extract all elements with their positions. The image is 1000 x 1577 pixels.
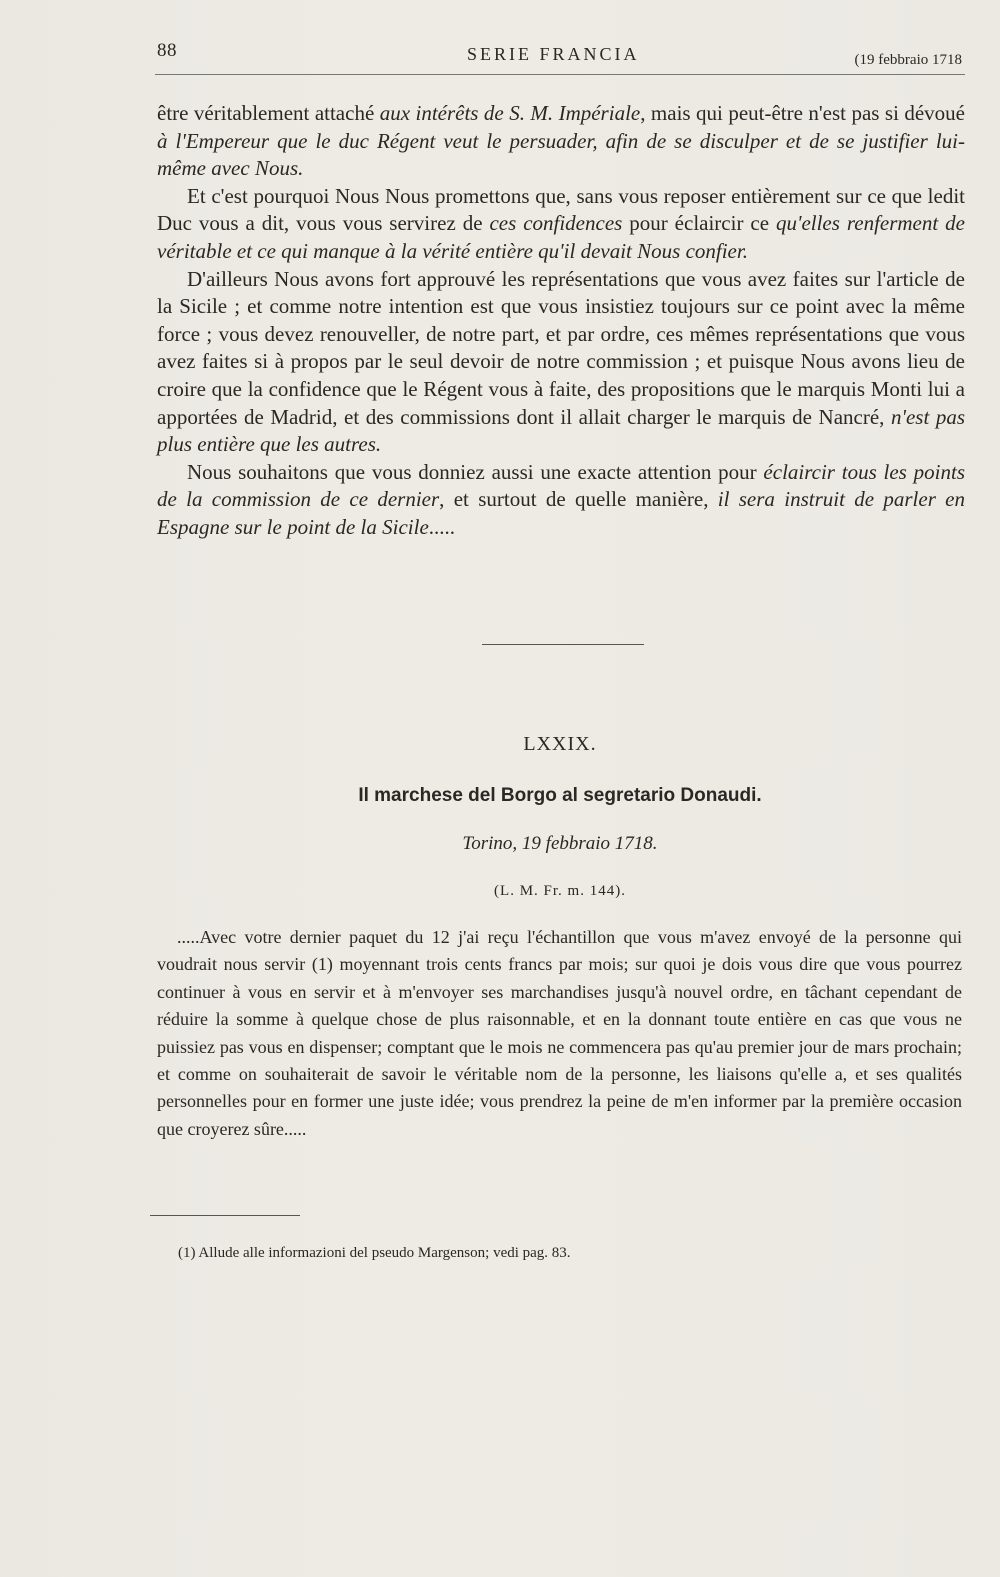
text-run: , et surtout de quelle manière, [439,487,718,512]
document-source: (L. M. Fr. m. 144). [494,883,626,899]
paragraph [157,183,965,266]
document-number: LXXIX. [523,733,597,755]
letter-paragraph: .....Avec votre dernier paquet du 12 j'ai reçu l'échantillon que vous m'avez envoyé de la personne qui voudrait nous servir (1) moyennant trois cents francs par mois; sur quoi je dois vous dire que vous pourrez continuer à vous en servir et à m'envoyer ses marchandises jusqu'à nouvel ordre, en tâchant cependant de réduire la somme à quelque chose de plus raisonnable, et en la donnant toute entière en cas que vous ne puissiez pas vous en dispenser; comptant que le mois ne commencera pas qu'au premier jour de mars prochain; et comme on souhaiterait de savoir le véritable nom de la personne, les liaisons qu'elle a, et ses qualités personnelles pour en former une juste idée; vous prendrez la peine de m'en informer par la première occasion que croyerez sûre..... [157,927,962,1139]
paragraph [157,266,965,459]
document-heading: Il marchese del Borgo al segretario Donaudi. [358,785,762,806]
header-date: (19 febbraio 1718 [854,52,962,68]
text-run: pour éclaircir ce [622,211,776,236]
italic-run: ces confidences [489,211,623,236]
text-run: Nous souhaitons que vous donniez aussi une exacte attention pour [187,459,764,484]
footnote-rule [150,1215,300,1216]
text-run: , mais qui peut-être n'est pas si dévoué [640,101,965,125]
section-divider [482,644,644,645]
running-title: SERIE FRANCIA [467,44,640,64]
italic-run: aux intérêts de S. M. Impériale [379,101,641,125]
text-run: D'ailleurs Nous avons fort approuvé les représentations que vous avez faites sur l'article de la Sicile ; et comme notre intention est que vous insistiez toujours sur ce point avec la même force ; vous devez renouveller, de notre part, et par ordre, ces mêmes représentations que vous avez faites si à propos par le seul devoir de notre commission ; et puisque Nous avons lieu de croire que la confidence que le Régent vous à faite, des propositions que le marquis Monti lui a apportées de Madrid, et des commissions dont il allait charger le marquis de Nancré, [157,266,965,429]
footnote: (1) Allude alle informazioni del pseudo Margenson; vedi pag. 83. [178,1245,571,1261]
paragraph [157,459,965,542]
text-run: être véritablement attaché [157,101,380,125]
italic-run: à l'Empereur que le duc Régent veut le persuader, afin de se disculper et de se justifier lui-même avec Nous. [157,128,965,181]
document-place-date: Torino, 19 febbraio 1718. [462,833,658,854]
text-run: Et c'est pourquoi Nous Nous promettons que, sans vous reposer entièrement sur ce que ledit Duc vous a dit, vous vous servirez de [157,183,965,236]
italic-run: n'est pas plus entière que les autres. [157,404,965,457]
italic-run: qu'elles renferment de véritable et ce qui manque à la vérité entière qu'il devait Nous confier. [157,211,965,263]
page-number: 88 [157,40,177,61]
paragraph [157,100,965,183]
italic-run: il sera instruit de parler en Espagne sur le point de la Sicile [157,487,965,539]
page-header [155,38,965,78]
letter-text [157,924,962,1143]
text-run: ..... [428,514,456,539]
italic-run: éclaircir tous les points de la commission de ce dernier [157,459,965,512]
header-rule [155,74,965,75]
body-text [157,100,965,542]
